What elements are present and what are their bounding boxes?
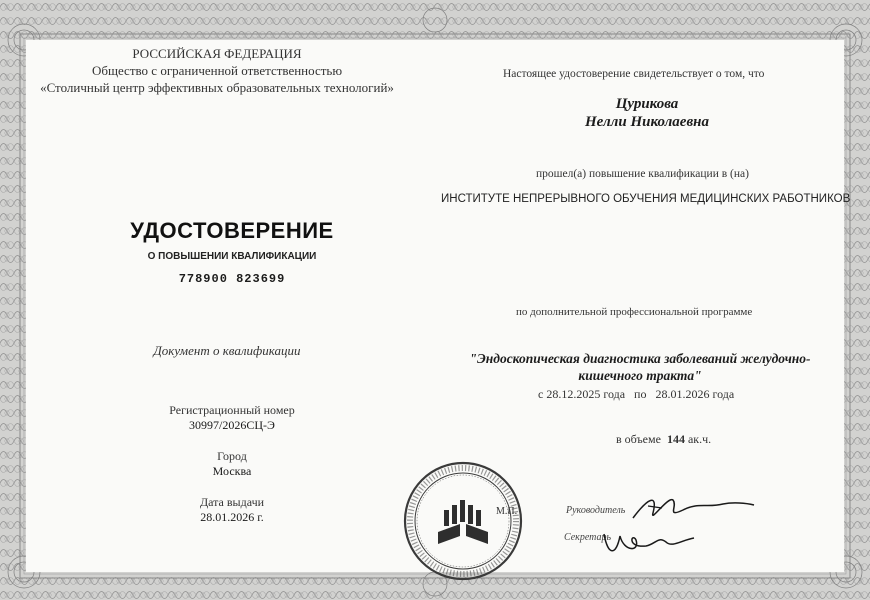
volume-hours: 144 bbox=[666, 432, 685, 446]
official-stamp bbox=[402, 460, 524, 582]
period-to: 28.01.2026 года bbox=[655, 387, 735, 401]
stamp-initials: М.П. bbox=[496, 506, 518, 517]
registration-number: 30997/2026СЦ-Э bbox=[189, 418, 275, 432]
issue-date-label: Дата выдачи bbox=[199, 495, 265, 509]
program-title-line2: кишечного тракта" bbox=[578, 368, 702, 383]
document-type: Документ о квалификации bbox=[153, 343, 301, 358]
secretary-signature-label: Секретарь bbox=[564, 532, 612, 543]
city-value: Москва bbox=[212, 464, 252, 478]
book-icon bbox=[438, 500, 488, 544]
period-from: 28.12.2025 года bbox=[546, 387, 626, 401]
program-title-line1: "Эндоскопическая диагностика заболеваний желудочно- bbox=[469, 351, 811, 366]
document-number: 778900 823699 bbox=[178, 272, 286, 286]
registration-label: Регистрационный номер bbox=[169, 403, 295, 417]
head-signature-label: Руководитель bbox=[566, 505, 626, 516]
volume-prefix: в объеме bbox=[616, 432, 661, 446]
document-subtitle: О ПОВЫШЕНИИ КВАЛИФИКАЦИИ bbox=[147, 251, 317, 262]
study-period bbox=[538, 387, 734, 402]
document-title: УДОСТОВЕРЕНИЕ bbox=[130, 218, 334, 243]
recipient-last-name: Цурикова bbox=[615, 96, 679, 112]
issuer-org-type: Общество с ограниченной ответственностью bbox=[91, 63, 343, 78]
secretary-signature bbox=[596, 522, 706, 562]
recipient-first-middle-name: Нелли Николаевна bbox=[585, 114, 709, 130]
certifies-intro: Настоящее удостоверение свидетельствует о том, что bbox=[503, 68, 765, 80]
volume-unit: ак.ч. bbox=[687, 432, 712, 446]
city-label: Город bbox=[217, 449, 247, 463]
course-volume bbox=[616, 432, 711, 447]
period-from-prefix: с bbox=[538, 387, 544, 401]
issuer-country: РОССИЙСКАЯ ФЕДЕРАЦИЯ bbox=[132, 46, 302, 61]
period-to-prefix: по bbox=[634, 387, 647, 401]
institute-name: ИНСТИТУТЕ НЕПРЕРЫВНОГО ОБУЧЕНИЯ МЕДИЦИНСКИХ РАБОТНИКОВ bbox=[441, 193, 851, 205]
issuer-org-name: «Столичный центр эффективных образовательных технологий» bbox=[40, 80, 394, 95]
passed-training-text: прошел(а) повышение квалификации в (на) bbox=[536, 168, 749, 180]
program-intro: по дополнительной профессиональной программе bbox=[516, 306, 753, 318]
issue-date-value: 28.01.2026 г. bbox=[200, 510, 264, 524]
